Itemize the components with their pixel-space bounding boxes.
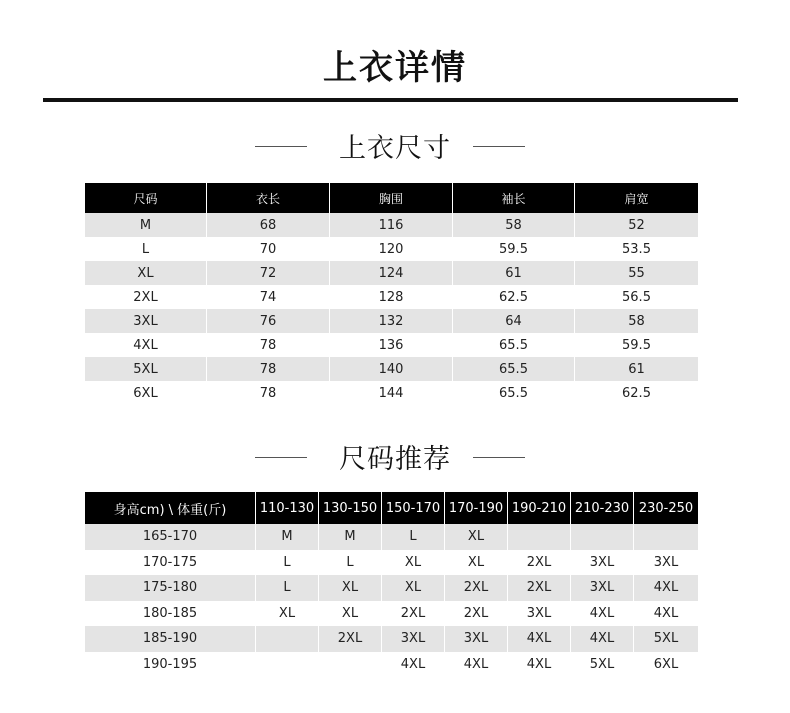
recommend-cell: 6XL bbox=[653, 656, 679, 672]
table-row bbox=[85, 550, 698, 576]
size-cell: 62.5 bbox=[453, 285, 575, 309]
recommend-header-cell: 130-150 bbox=[319, 492, 382, 524]
recommend-cell: XL bbox=[382, 575, 445, 601]
size-header-cell: 肩宽 bbox=[575, 183, 698, 213]
size-row-label: 2XL bbox=[85, 285, 207, 309]
recommend-row-label: 180-185 bbox=[85, 601, 256, 627]
recommend-header-cell: 170-190 bbox=[445, 492, 508, 524]
recommend-cell: 4XL bbox=[445, 652, 508, 678]
recommend-cell: 2XL bbox=[508, 575, 571, 601]
recommend-row-label: 190-195 bbox=[85, 652, 256, 678]
table-row bbox=[85, 357, 698, 381]
recommend-cell bbox=[634, 524, 698, 550]
recommend-cell: 5XL bbox=[634, 626, 698, 652]
size-cell: 124 bbox=[330, 261, 453, 285]
recommend-section-title: 尺码推荐 bbox=[339, 444, 451, 475]
recommend-cell bbox=[508, 524, 571, 550]
recommend-cell: 2XL bbox=[445, 601, 508, 627]
heading-line-right bbox=[473, 146, 525, 147]
size-cell: 76 bbox=[207, 309, 330, 333]
size-cell: 59.5 bbox=[453, 237, 575, 261]
heading-line-right bbox=[473, 457, 525, 458]
recommend-cell: XL bbox=[382, 550, 445, 576]
recommend-cell: 2XL bbox=[319, 626, 382, 652]
recommend-cell: XL bbox=[319, 601, 382, 627]
recommend-cell: 3XL bbox=[653, 554, 679, 570]
size-cell: 53.5 bbox=[622, 241, 651, 257]
recommend-cell bbox=[256, 626, 319, 652]
size-section-title: 上衣尺寸 bbox=[339, 133, 451, 164]
size-cell: 56.5 bbox=[622, 289, 651, 305]
size-cell: 132 bbox=[330, 309, 453, 333]
recommend-cell: M bbox=[319, 524, 382, 550]
size-header-cell: 袖长 bbox=[453, 183, 575, 213]
recommend-header-cell: 身高cm) \ 体重(斤) bbox=[85, 492, 256, 524]
size-cell: 62.5 bbox=[622, 385, 651, 401]
recommend-cell: 4XL bbox=[634, 575, 698, 601]
size-cell: 61 bbox=[453, 261, 575, 285]
recommend-cell: 4XL bbox=[508, 626, 571, 652]
recommend-cell: 2XL bbox=[382, 601, 445, 627]
table-row bbox=[85, 333, 698, 357]
table-row bbox=[85, 601, 698, 627]
recommend-cell: 2XL bbox=[508, 550, 571, 576]
recommend-row-label: 175-180 bbox=[85, 575, 256, 601]
size-row-label: 3XL bbox=[85, 309, 207, 333]
table-row bbox=[85, 652, 698, 678]
recommend-cell bbox=[319, 652, 382, 678]
size-header-cell: 胸围 bbox=[330, 183, 453, 213]
recommend-cell: M bbox=[256, 524, 319, 550]
size-row-label: 6XL bbox=[85, 381, 207, 405]
recommend-table-header bbox=[85, 492, 698, 524]
size-cell: 65.5 bbox=[453, 333, 575, 357]
size-table bbox=[85, 183, 698, 405]
recommend-cell: 5XL bbox=[571, 652, 634, 678]
size-cell: 78 bbox=[207, 333, 330, 357]
size-cell: 64 bbox=[453, 309, 575, 333]
recommend-cell: 3XL bbox=[571, 550, 634, 576]
recommend-row-label: 170-175 bbox=[85, 550, 256, 576]
size-cell: 120 bbox=[330, 237, 453, 261]
size-row-label: L bbox=[85, 237, 207, 261]
recommend-cell bbox=[571, 524, 634, 550]
recommend-cell: L bbox=[256, 575, 319, 601]
recommend-header-cell: 150-170 bbox=[382, 492, 445, 524]
size-cell: 78 bbox=[207, 381, 330, 405]
size-cell: 61 bbox=[575, 357, 698, 381]
recommend-cell: 2XL bbox=[445, 575, 508, 601]
page-title: 上衣详情 bbox=[323, 48, 467, 88]
recommend-cell: 4XL bbox=[508, 652, 571, 678]
recommend-cell: L bbox=[319, 550, 382, 576]
recommend-cell: XL bbox=[319, 575, 382, 601]
size-cell: 55 bbox=[575, 261, 698, 285]
recommend-cell: 4XL bbox=[571, 601, 634, 627]
recommend-header-cell: 190-210 bbox=[508, 492, 571, 524]
title-divider bbox=[43, 98, 738, 102]
size-cell: 68 bbox=[207, 213, 330, 237]
recommend-cell: 3XL bbox=[508, 601, 571, 627]
table-row bbox=[85, 261, 698, 285]
size-cell: 128 bbox=[330, 285, 453, 309]
size-cell: 144 bbox=[330, 381, 453, 405]
size-header-cell: 尺码 bbox=[85, 183, 207, 213]
table-row bbox=[85, 524, 698, 550]
table-row bbox=[85, 309, 698, 333]
recommend-row-label: 185-190 bbox=[85, 626, 256, 652]
size-cell: 70 bbox=[207, 237, 330, 261]
table-row bbox=[85, 213, 698, 237]
table-row bbox=[85, 237, 698, 261]
table-row bbox=[85, 285, 698, 309]
recommend-cell: 4XL bbox=[382, 652, 445, 678]
recommend-cell: 4XL bbox=[653, 605, 679, 621]
size-row-label: 5XL bbox=[85, 357, 207, 381]
recommend-header-cell: 110-130 bbox=[256, 492, 319, 524]
recommend-cell: 3XL bbox=[571, 575, 634, 601]
recommend-cell: 3XL bbox=[445, 626, 508, 652]
size-table-header bbox=[85, 183, 698, 213]
size-cell: 140 bbox=[330, 357, 453, 381]
size-cell: 78 bbox=[207, 357, 330, 381]
table-row bbox=[85, 381, 698, 405]
recommend-cell: L bbox=[256, 550, 319, 576]
recommend-section-heading bbox=[0, 437, 790, 477]
size-cell: 136 bbox=[330, 333, 453, 357]
recommend-header-cell: 210-230 bbox=[571, 492, 634, 524]
recommend-header-cell: 230-250 bbox=[634, 492, 698, 524]
size-row-label: XL bbox=[85, 261, 207, 285]
size-cell: 65.5 bbox=[453, 357, 575, 381]
size-row-label: 4XL bbox=[85, 333, 207, 357]
recommend-cell: XL bbox=[445, 550, 508, 576]
recommend-cell: L bbox=[382, 524, 445, 550]
size-header-cell: 衣长 bbox=[207, 183, 330, 213]
size-cell: 65.5 bbox=[453, 381, 575, 405]
recommend-cell: 4XL bbox=[571, 626, 634, 652]
recommend-row-label: 165-170 bbox=[85, 524, 256, 550]
size-cell: 59.5 bbox=[622, 337, 651, 353]
table-row bbox=[85, 575, 698, 601]
size-cell: 72 bbox=[207, 261, 330, 285]
size-row-label: M bbox=[85, 213, 207, 237]
size-cell: 74 bbox=[207, 285, 330, 309]
size-section-heading bbox=[0, 126, 790, 166]
size-recommendation-table bbox=[85, 492, 698, 677]
size-cell: 58 bbox=[453, 213, 575, 237]
size-cell: 52 bbox=[575, 213, 698, 237]
recommend-cell: XL bbox=[445, 524, 508, 550]
table-row bbox=[85, 626, 698, 652]
recommend-cell: 3XL bbox=[382, 626, 445, 652]
size-cell: 116 bbox=[330, 213, 453, 237]
recommend-cell: XL bbox=[256, 601, 319, 627]
recommend-cell bbox=[256, 652, 319, 678]
size-cell: 58 bbox=[575, 309, 698, 333]
